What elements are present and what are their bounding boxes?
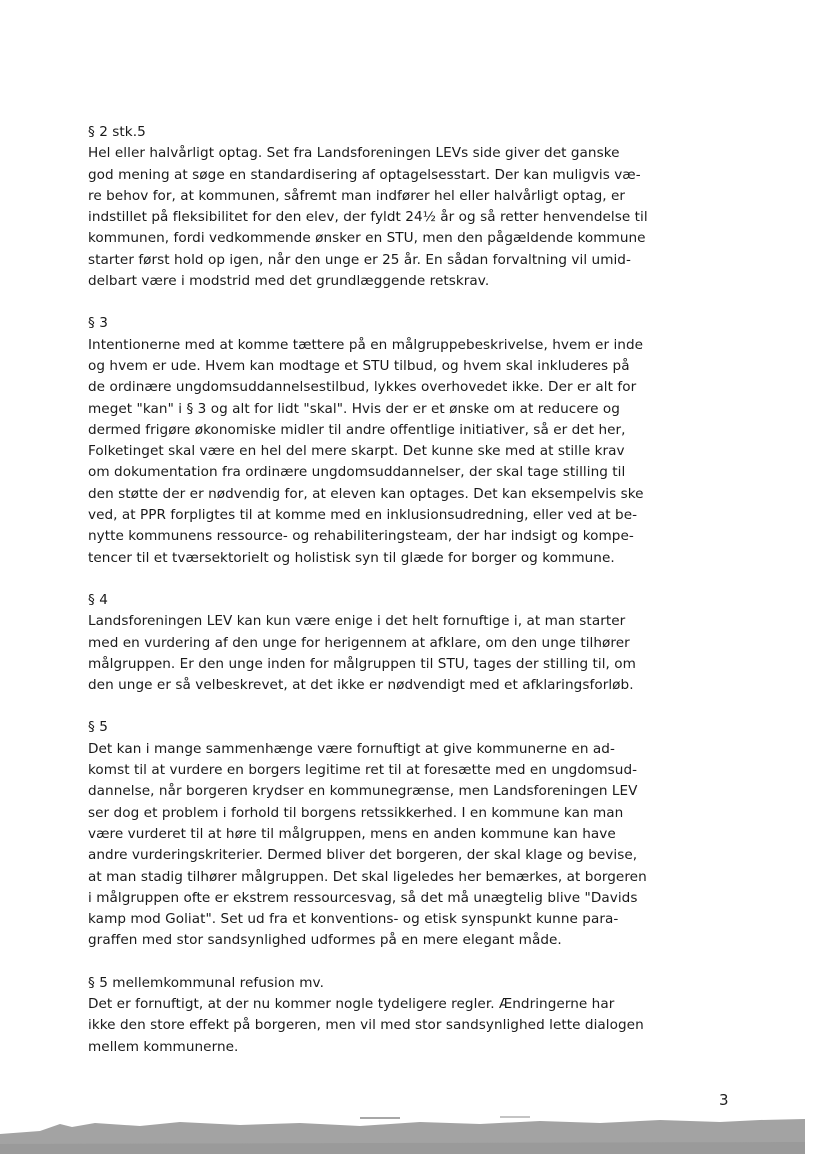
- section-paragraph: Intentionerne med at komme tættere på en målgruppebeskrivelse, hvem er inde og hvem er ude. Hvem kan modtage et STU tilbud, og hvem skal inkluderes på de ordinære ungdomsuddannelsestilbud, lykkes overhovedet ikke. Der er alt for meget "kan" i § 3 og alt for lidt "skal". Hvis der er et ønske om at reducere og dermed frigøre økonomiske midler til andre offentlige initiativer, så er det her, Folketinget skal være en hel del mere skarpt. Det kunne ske med at stille krav om dokumentation fra ordinære ungdomsuddannelser, der skal tage stilling til den støtte der er nødvendig for, at eleven kan optages. Det kan eksempelvis ske ved, at PPR forpligtes til at komme med en inklusionsudredning, eller ved at be- nytte kommunens ressource- og rehabiliteringsteam, der har indsigt og kompe- tencer til et tværsektorielt og holistisk syn til glæde for borger og kommune.: [88, 336, 644, 566]
- section-heading: § 3: [88, 315, 108, 332]
- section-paragraph: Det kan i mange sammenhænge være fornuftigt at give kommunerne en ad- komst til at vurdere en borgers legitime ret til at foresætte med en ungdomsud- dannelse, når borgeren krydser en kommunegrænse, men Landsforeningen LEV ser dog et problem i forhold til borgens retssikkerhed. I en kommune kan man være vurderet til at høre til målgruppen, mens en anden kommune kan have andre vurderingskriterier. Dermed bliver det borgeren, der skal klage og bevise, at man stadig tilhører målgruppen. Det skal ligeledes her bemærkes, at borgeren i målgruppen ofte er ekstrem ressourcesvag, så det må unægtelig blive "Davids kamp mod Goliat". Set ud fra et konventions- og etisk synspunkt kunne para- graffen med stor sandsynlighed udformes på en mere elegant måde.: [88, 740, 647, 949]
- section-heading: § 5: [88, 719, 108, 736]
- section-heading: § 4: [88, 591, 108, 608]
- page-number: 3: [719, 1091, 729, 1109]
- section-5-refusion: [88, 973, 648, 1058]
- section-4: [88, 590, 648, 696]
- section-paragraph: Det er fornuftigt, at der nu kommer nogle tydeligere regler. Ændringerne har ikke den store effekt på borgeren, men vil med stor sandsynlighed lette dialogen mellem kommunerne.: [88, 995, 644, 1055]
- section-paragraph: Landsforeningen LEV kan kun være enige i det helt fornuftige i, at man starter med en vurdering af den unge for herigennem at afklare, om den unge tilhører målgruppen. Er den unge inden for målgruppen til STU, tages der stilling til, om den unge er så velbeskrevet, at det ikke er nødvendigt med et afklaringsforløb.: [88, 613, 636, 694]
- section-heading: § 2 stk.5: [88, 124, 146, 140]
- document-body: [88, 122, 648, 1079]
- section-heading: § 5 mellemkommunal refusion mv.: [88, 974, 324, 991]
- section-3: [88, 313, 648, 569]
- section-5: [88, 717, 648, 951]
- section-paragraph: Hel eller halvårligt optag. Set fra Landsforeningen LEVs side giver det ganske god mening at søge en standardisering af optagelsesstart. Der kan muligvis væ- re behov for, at kommunen, såfremt man indfører hel eller halvårligt optag, er indstillet på fleksibilitet for den elev, der fyldt 24½ år og så retter henvendelse til kommunen, fordi vedkommende ønsker en STU, men den pågældende kommune starter først hold op igen, når den unge er 25 år. En sådan forvaltning vil umid- delbart være i modstrid med det grundlæggende retskrav.: [88, 145, 648, 290]
- scan-edge-strip: [0, 1114, 826, 1154]
- section-2-stk-5: [88, 122, 648, 292]
